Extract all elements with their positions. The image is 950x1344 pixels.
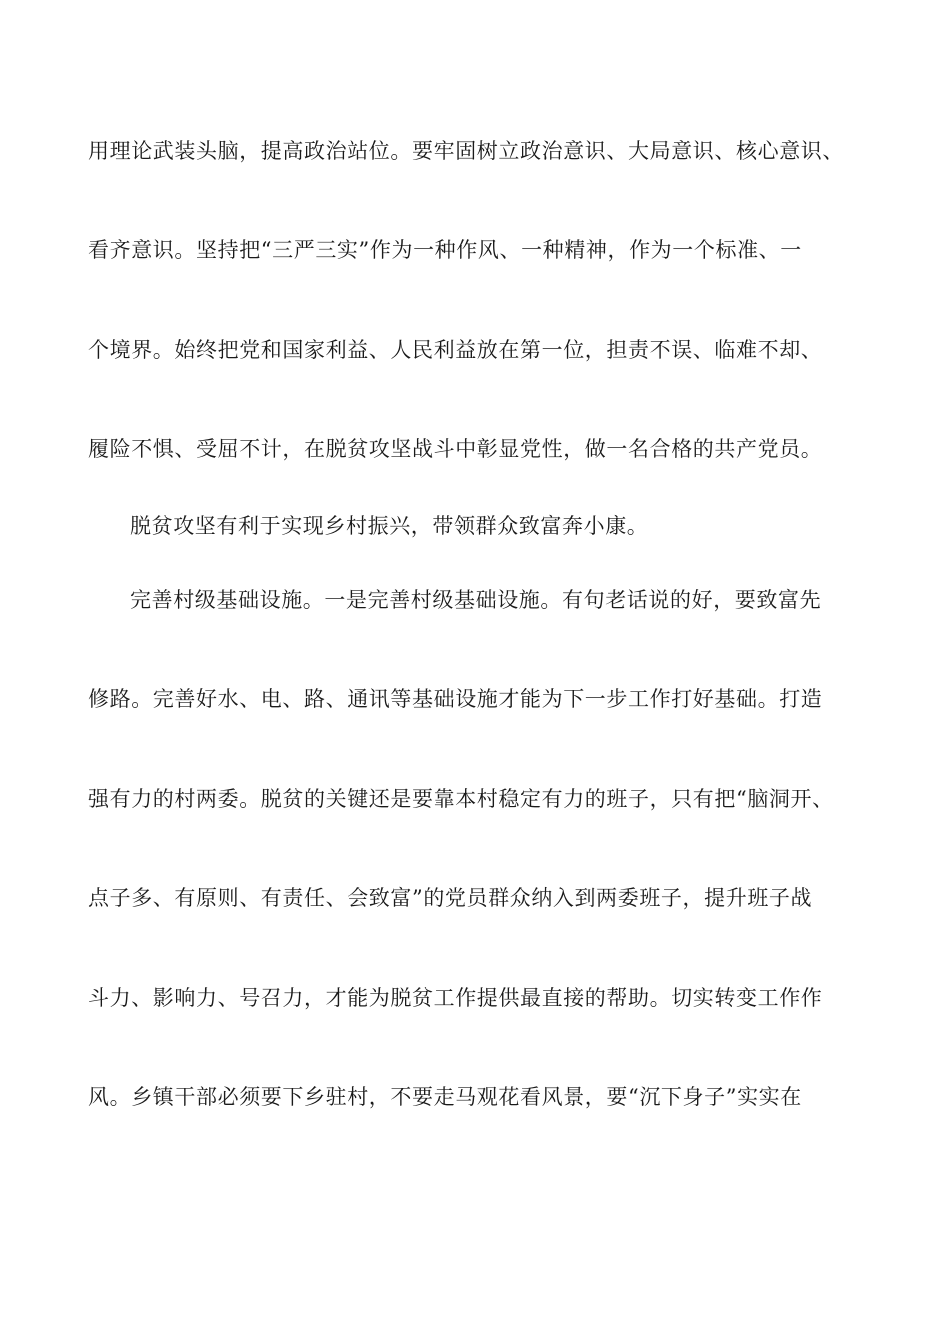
paragraph-line: 脱贫攻坚有利于实现乡村振兴，带领群众致富奔小康。: [130, 514, 649, 538]
paragraph-line: 用理论武装头脑，提高政治站位。要牢固树立政治意识、大局意识、核心意识、: [88, 139, 844, 163]
paragraph-line: 点子多、有原则、有责任、会致富”的党员群众纳入到两委班子，提升班子战: [88, 886, 813, 910]
paragraph-line: 个境界。始终把党和国家利益、人民利益放在第一位，担责不误、临难不却、: [88, 338, 823, 362]
paragraph-line: 风。乡镇干部必须要下乡驻村，不要走马观花看风景，要“沉下身子”实实在: [88, 1085, 802, 1109]
paragraph-line: 强有力的村两委。脱贫的关键还是要靠本村稳定有力的班子，只有把“脑洞开、: [88, 787, 834, 811]
paragraph-line: 履险不惧、受屈不计，在脱贫攻坚战斗中彰显党性，做一名合格的共产党员。: [88, 437, 823, 461]
paragraph-line: 看齐意识。坚持把“三严三实”作为一种作风、一种精神，作为一个标准、一: [88, 238, 802, 262]
paragraph-line: 修路。完善好水、电、路、通讯等基础设施才能为下一步工作打好基础。打造: [88, 687, 823, 711]
paragraph-line: 完善村级基础设施。一是完善村级基础设施。有句老话说的好，要致富先: [130, 588, 822, 612]
paragraph-line: 斗力、影响力、号召力，才能为脱贫工作提供最直接的帮助。切实转变工作作: [88, 986, 823, 1010]
